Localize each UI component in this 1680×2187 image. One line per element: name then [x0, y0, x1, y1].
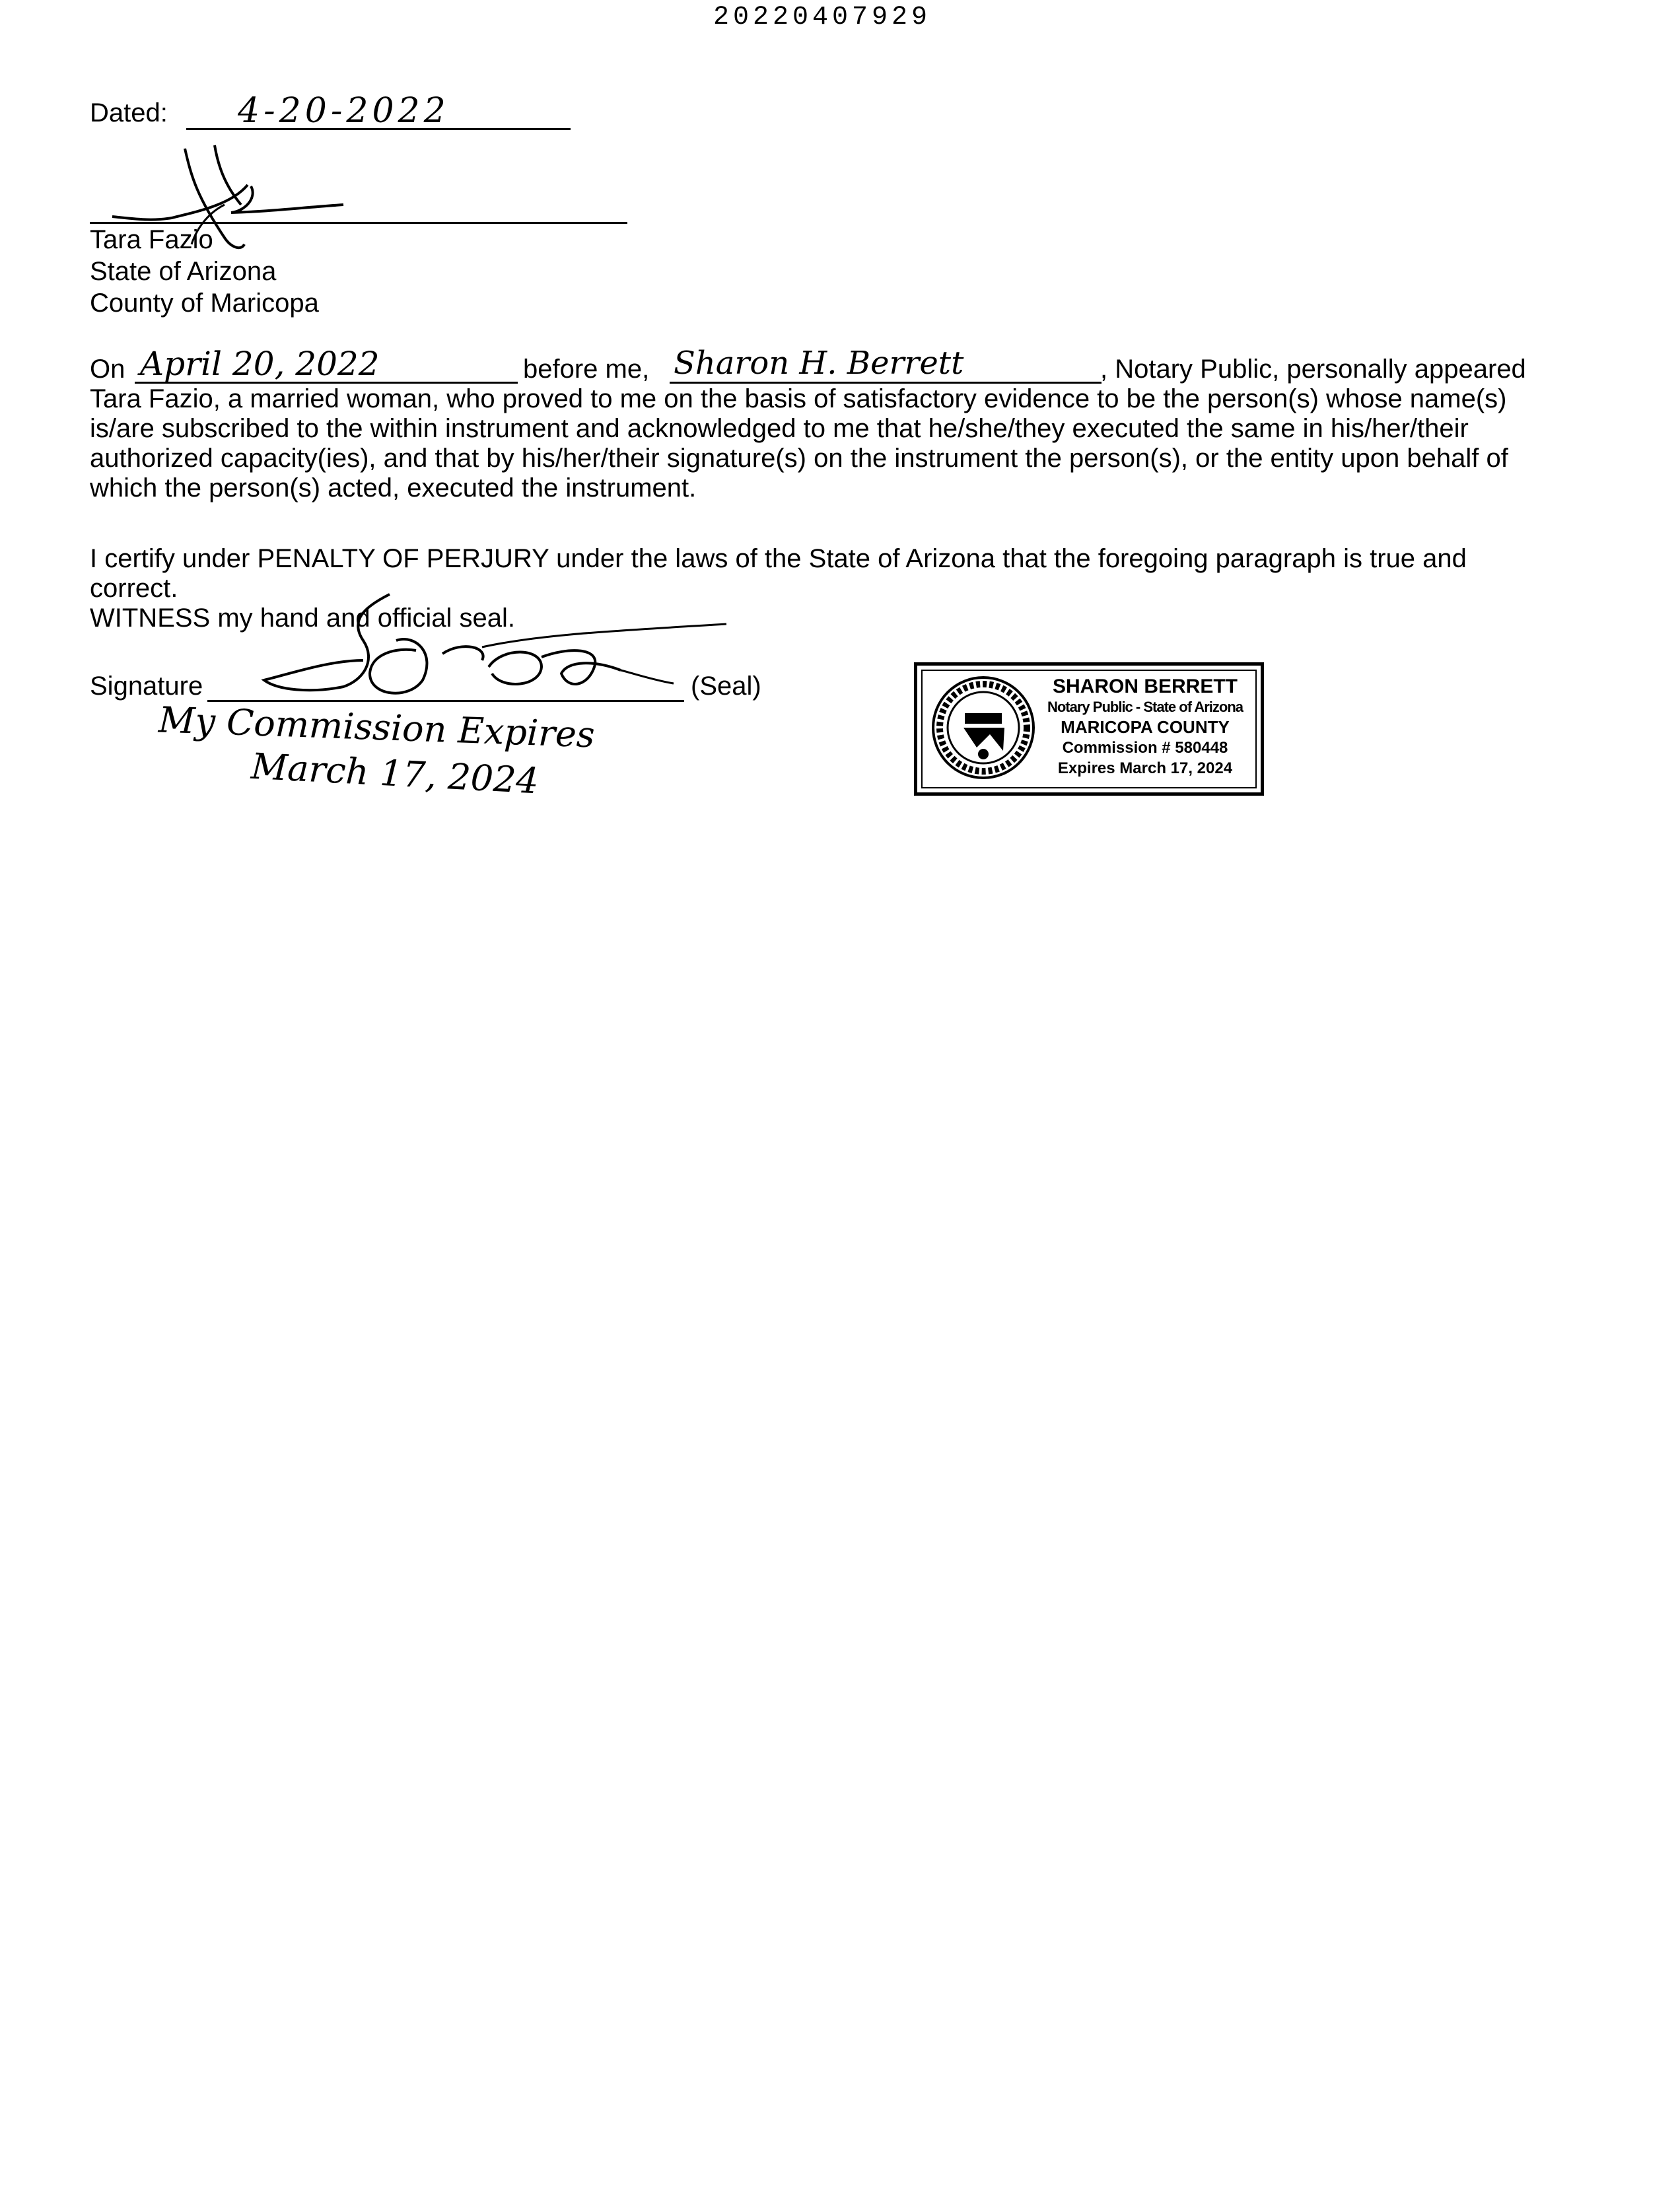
- ack-after-name: , Notary Public, personally appeared: [1100, 355, 1526, 384]
- ack-notary-underline: [670, 382, 1102, 384]
- dated-label: Dated:: [90, 98, 168, 127]
- ack-line-2: Tara Fazio, a married woman, who proved to me on the basis of satisfactory evidence to be the person(s) whose name(s): [90, 384, 1507, 413]
- seal-county: MARICOPA COUNTY: [1061, 717, 1230, 737]
- ack-handwritten-notary-name: Sharon H. Berrett: [674, 345, 964, 382]
- ack-date-underline: [135, 382, 518, 384]
- notary-seal-text: [1036, 676, 1254, 779]
- signature-label: Signature: [90, 672, 203, 701]
- ack-line-4: authorized capacity(ies), and that by his/her/their signature(s) on the instrument the person(s), or the entity upon behalf of: [90, 444, 1508, 473]
- signer-name: Tara Fazio: [90, 225, 213, 254]
- signer-county: County of Maricopa: [90, 289, 319, 318]
- ack-handwritten-date: April 20, 2022: [140, 345, 380, 383]
- dated-handwritten-date: 4-20-2022: [238, 91, 450, 131]
- seal-label: (Seal): [691, 672, 761, 701]
- seal-notary-name: SHARON BERRETT: [1052, 676, 1238, 697]
- ack-body: [90, 384, 1602, 503]
- document-number: 20220407929: [713, 3, 932, 32]
- ack-before-me: before me,: [523, 355, 650, 384]
- notary-seal-stamp: [914, 662, 1264, 796]
- notary-signature: [198, 581, 740, 713]
- state-seal-icon: [930, 675, 1036, 781]
- handwritten-commission-line-2: March 17, 2024: [250, 745, 540, 802]
- witness-line: WITNESS my hand and official seal.: [90, 604, 515, 633]
- signer-state: State of Arizona: [90, 257, 277, 286]
- ack-on-label: On: [90, 355, 125, 384]
- seal-commission-number: Commission # 580448: [1062, 739, 1228, 757]
- handwritten-commission-line-1: My Commission Expires: [158, 699, 596, 756]
- certification-line-2: correct.: [90, 574, 178, 603]
- ack-line-5: which the person(s) acted, executed the instrument.: [90, 473, 697, 503]
- ack-line-3: is/are subscribed to the within instrument and acknowledged to me that he/she/they executed the same in his/her/their: [90, 414, 1469, 443]
- certification-line-1: I certify under PENALTY OF PERJURY under the laws of the State of Arizona that the foregoing paragraph is true and: [90, 544, 1467, 573]
- seal-expiration: Expires March 17, 2024: [1057, 759, 1233, 777]
- seal-notary-title: Notary Public - State of Arizona: [1047, 699, 1243, 715]
- signer-signature-line: [90, 222, 627, 224]
